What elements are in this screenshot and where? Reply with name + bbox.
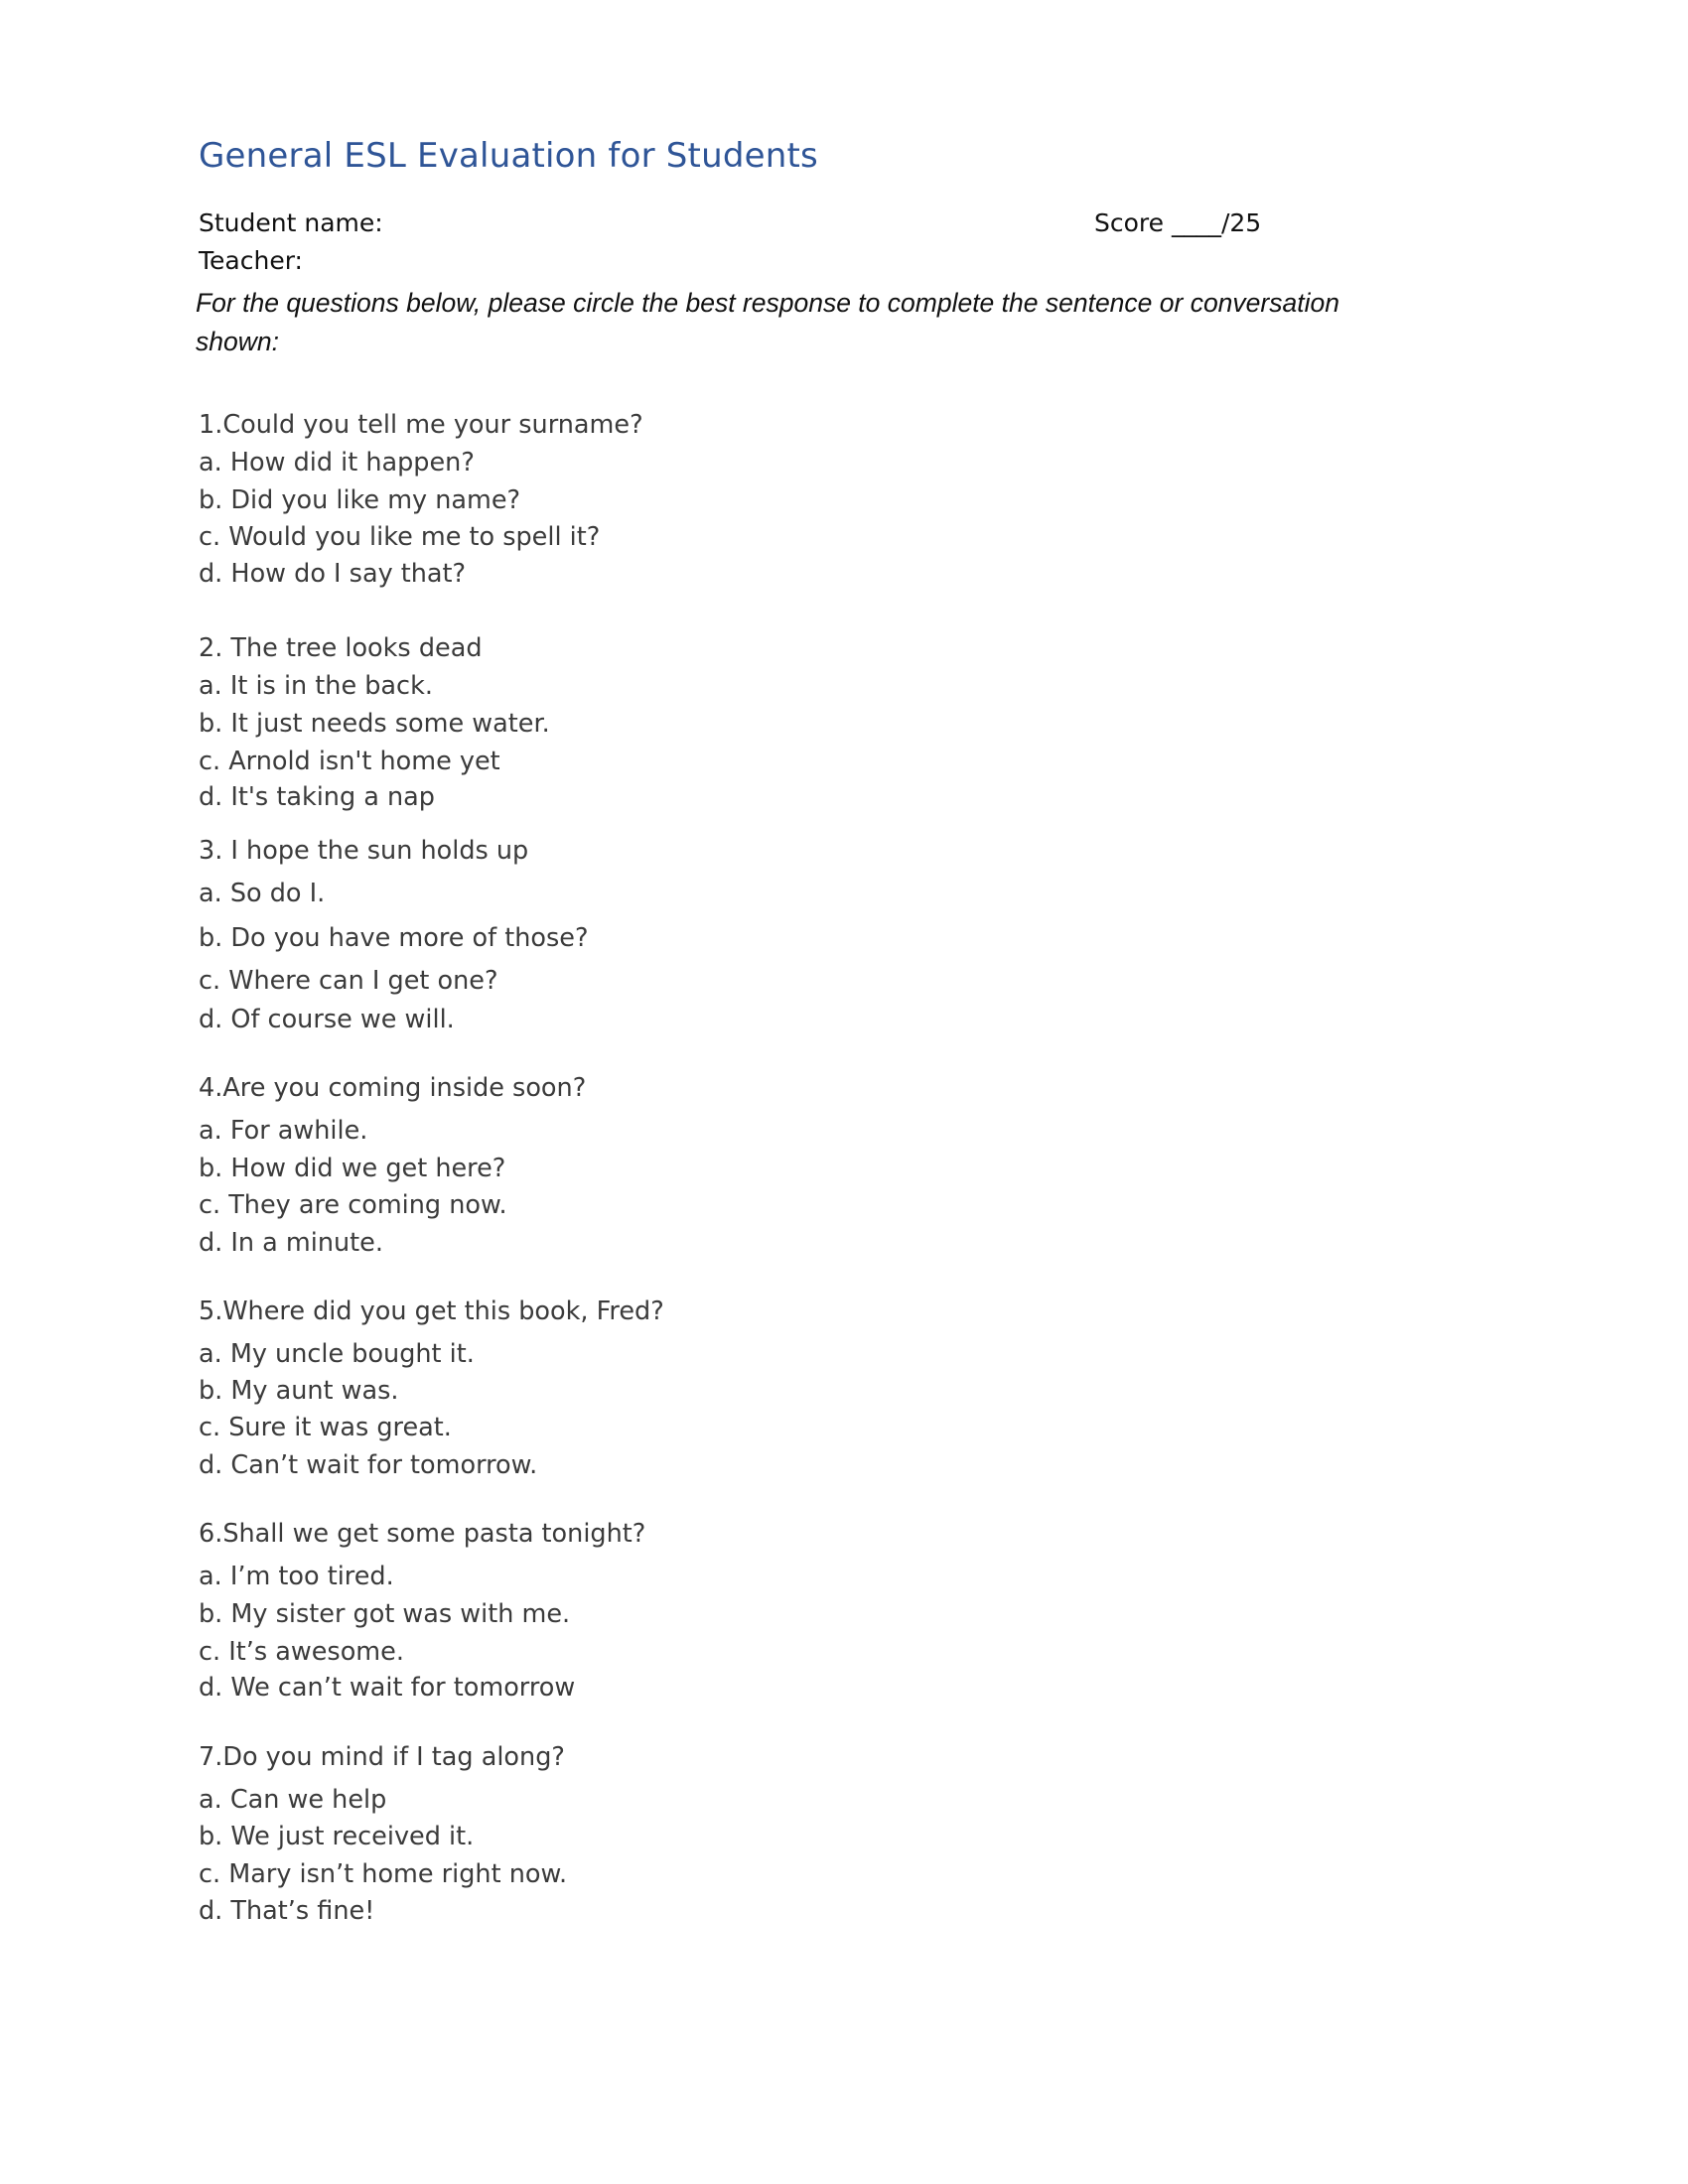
teacher-label: Teacher:	[199, 246, 303, 275]
question-prompt: 1.Could you tell me your surname?	[199, 410, 643, 440]
answer-option-b[interactable]: b. How did we get here?	[199, 1154, 506, 1183]
score-field: Score ____/25	[1094, 208, 1262, 237]
answer-option-a[interactable]: a. It is in the back.	[199, 671, 433, 701]
answer-option-d[interactable]: d. Can’t wait for tomorrow.	[199, 1450, 538, 1480]
answer-option-c[interactable]: c. Where can I get one?	[199, 966, 498, 996]
answer-option-b[interactable]: b. We just received it.	[199, 1822, 475, 1851]
answer-option-a[interactable]: a. I’m too tired.	[199, 1562, 394, 1591]
page-title: General ESL Evaluation for Students	[199, 136, 818, 176]
question-prompt: 7.Do you mind if I tag along?	[199, 1742, 565, 1772]
answer-option-d[interactable]: d. How do I say that?	[199, 559, 467, 589]
question-prompt: 3. I hope the sun holds up	[199, 836, 529, 866]
student-name-label: Student name:	[199, 208, 383, 237]
answer-option-b[interactable]: b. Do you have more of those?	[199, 923, 589, 953]
answer-option-d[interactable]: d. In a minute.	[199, 1228, 383, 1258]
answer-option-b[interactable]: b. My aunt was.	[199, 1376, 399, 1406]
instructions-text: For the questions below, please circle the best response to complete the sentence or conversation shown:	[196, 288, 1339, 356]
answer-option-a[interactable]: a. My uncle bought it.	[199, 1339, 475, 1369]
answer-option-c[interactable]: c. Arnold isn't home yet	[199, 747, 500, 776]
answer-option-d[interactable]: d. We can’t wait for tomorrow	[199, 1673, 576, 1703]
answer-option-c[interactable]: c. Mary isn’t home right now.	[199, 1859, 568, 1889]
answer-option-c[interactable]: c. They are coming now.	[199, 1190, 507, 1220]
question-prompt: 4.Are you coming inside soon?	[199, 1073, 587, 1103]
answer-option-d[interactable]: d. Of course we will.	[199, 1005, 455, 1034]
answer-option-d[interactable]: d. It's taking a nap	[199, 782, 435, 812]
answer-option-a[interactable]: a. Can we help	[199, 1785, 387, 1815]
answer-option-b[interactable]: b. My sister got was with me.	[199, 1599, 571, 1629]
answer-option-d[interactable]: d. That’s fine!	[199, 1896, 375, 1926]
answer-option-b[interactable]: b. It just needs some water.	[199, 709, 550, 739]
question-prompt: 6.Shall we get some pasta tonight?	[199, 1519, 646, 1549]
answer-option-c[interactable]: c. Would you like me to spell it?	[199, 522, 601, 552]
answer-option-a[interactable]: a. So do I.	[199, 879, 326, 908]
question-prompt: 5.Where did you get this book, Fred?	[199, 1297, 664, 1326]
answer-option-c[interactable]: c. Sure it was great.	[199, 1413, 452, 1442]
question-prompt: 2. The tree looks dead	[199, 633, 483, 663]
answer-option-a[interactable]: a. How did it happen?	[199, 448, 475, 478]
answer-option-b[interactable]: b. Did you like my name?	[199, 485, 521, 515]
answer-option-a[interactable]: a. For awhile.	[199, 1116, 368, 1146]
answer-option-c[interactable]: c. It’s awesome.	[199, 1637, 404, 1667]
